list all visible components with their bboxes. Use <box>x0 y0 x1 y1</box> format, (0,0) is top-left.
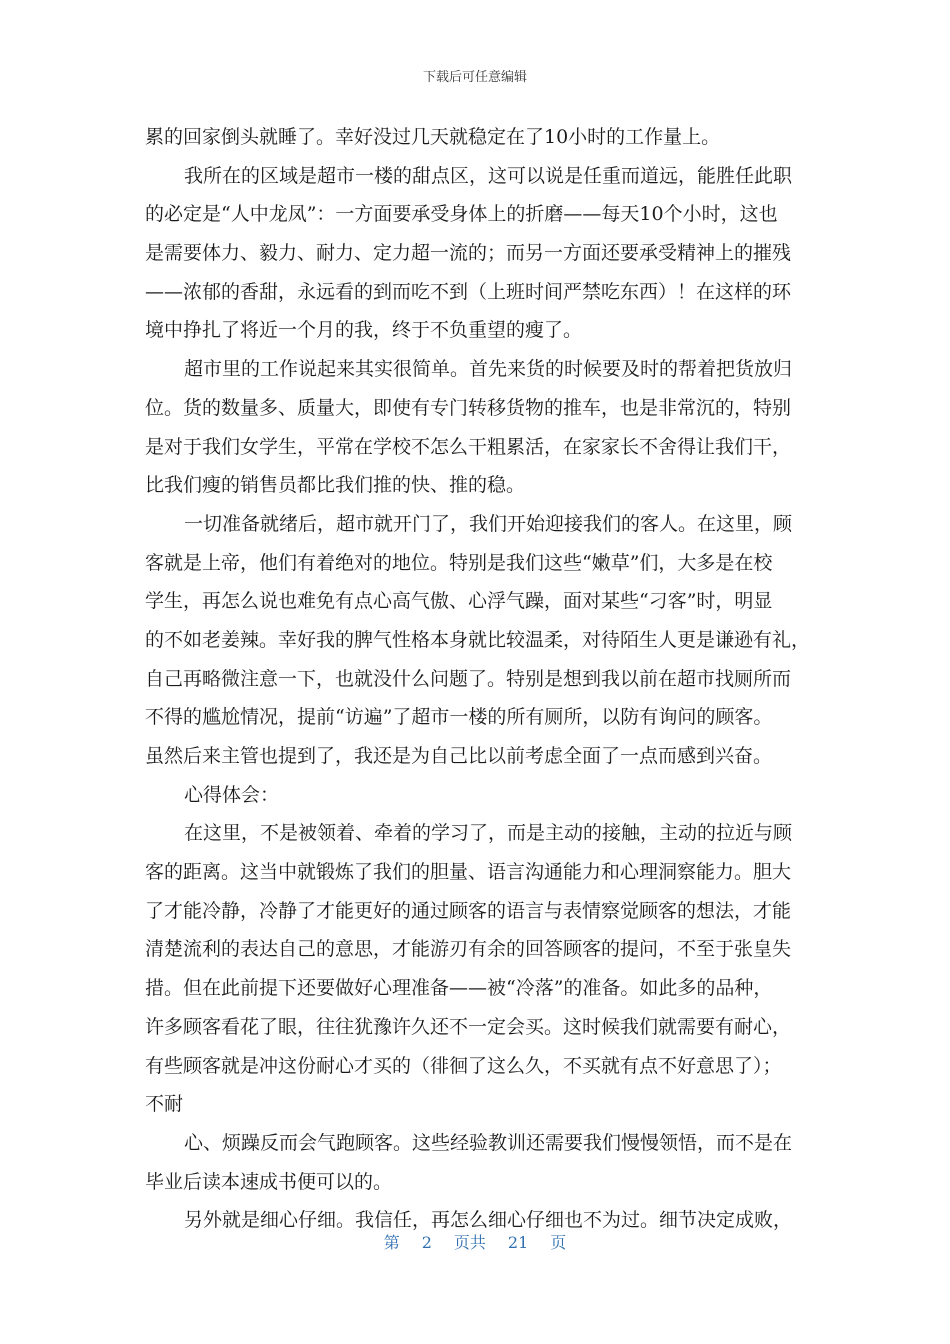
text-line: 的不如老姜辣。幸好我的脾气性格本身就比较温柔，对待陌生人更是谦逊有礼， <box>145 628 811 651</box>
text-line: 清楚流利的表达自己的意思，才能游刃有余的回答顾客的提问，不至于张皇失 <box>145 938 792 961</box>
text-line: ——浓郁的香甜，永远看的到而吃不到（上班时间严禁吃东西）！在这样的环 <box>145 280 792 303</box>
footer-total-pages: 21 <box>507 1233 529 1252</box>
footer-suffix: 页 <box>550 1233 567 1252</box>
text-line: 虽然后来主管也提到了，我还是为自己比以前考虑全面了一点而感到兴奋。 <box>145 745 773 767</box>
text-line: 心、烦躁反而会气跑顾客。这些经验教训还需要我们慢慢领悟，而不是在 <box>184 1131 793 1154</box>
text-line: 有些顾客就是冲这份耐心才买的（徘徊了这么久，不买就有点不好意思了）； <box>145 1054 782 1077</box>
text-line: 毕业后读本速成书便可以的。 <box>145 1170 393 1193</box>
page-header: 下载后可任意编辑 <box>422 70 527 85</box>
text-line: 是需要体力、毅力、耐力、定力超一流的；而另一方面还要承受精神上的摧残 <box>145 242 792 265</box>
text-line: 比我们瘦的销售员都比我们推的快、推的稳。 <box>145 474 526 497</box>
text-line: 的必定是“人中龙凤”：一方面要承受身体上的折磨——每天10个小时，这也 <box>145 203 778 226</box>
text-line: 不得的尴尬情况，提前“访遍”了超市一楼的所有厕所，以防有询问的顾客。 <box>145 706 773 729</box>
text-line: 境中挣扎了将近一个月的我，终于不负重望的瘦了。 <box>145 319 583 342</box>
footer-page-number: 2 <box>421 1233 432 1252</box>
footer-middle: 页共 <box>453 1233 486 1252</box>
page-footer <box>0 1230 950 1253</box>
text-line: 是对于我们女学生，平常在学校不怎么干粗累活，在家家长不舍得让我们干， <box>145 435 792 458</box>
text-line: 了才能冷静，冷静了才能更好的通过顾客的语言与表情察觉顾客的想法，才能 <box>145 899 792 922</box>
text-line: 自己再略微注意一下，也就没什么问题了。特别是想到我以前在超市找厕所而 <box>145 667 792 690</box>
text-line: 不耐 <box>145 1093 184 1116</box>
text-line: 客的距离。这当中就锻炼了我们的胆量、语言沟通能力和心理洞察能力。胆大 <box>145 861 792 884</box>
text-line: 另外就是细心仔细。我信任，再怎么细心仔细也不为过。细节决定成败， <box>184 1209 793 1232</box>
text-line: 客就是上帝，他们有着绝对的地位。特别是我们这些“嫩草”们，大多是在校 <box>145 551 773 574</box>
text-line: 超市里的工作说起来其实很简单。首先来货的时候要及时的帮着把货放归 <box>184 358 793 381</box>
document-body <box>145 118 813 1240</box>
text-line: 位。货的数量多、质量大，即使有专门转移货物的推车，也是非常沉的，特别 <box>145 396 792 419</box>
footer-prefix: 第 <box>383 1233 400 1252</box>
text-line: 我所在的区域是超市一楼的甜点区，这可以说是任重而道远，能胜任此职 <box>184 164 793 187</box>
text-line: 措。但在此前提下还要做好心理准备——被“冷落”的准备。如此多的品种， <box>145 977 773 1000</box>
text-line: 累的回家倒头就睡了。幸好没过几天就稳定在了10小时的工作量上。 <box>145 126 721 148</box>
text-line: 一切准备就绪后，超市就开门了，我们开始迎接我们的客人。在这里，顾 <box>184 512 793 535</box>
text-line: 许多顾客看花了眼，往往犹豫许久还不一定会买。这时候我们就需要有耐心， <box>145 1015 792 1038</box>
text-line: 心得体会： <box>184 783 280 806</box>
text-line: 在这里，不是被领着、牵着的学习了，而是主动的接触，主动的拉近与顾 <box>184 822 793 845</box>
text-line: 学生，再怎么说也难免有点心高气傲、心浮气躁，面对某些“刁客”时，明显 <box>145 590 773 613</box>
